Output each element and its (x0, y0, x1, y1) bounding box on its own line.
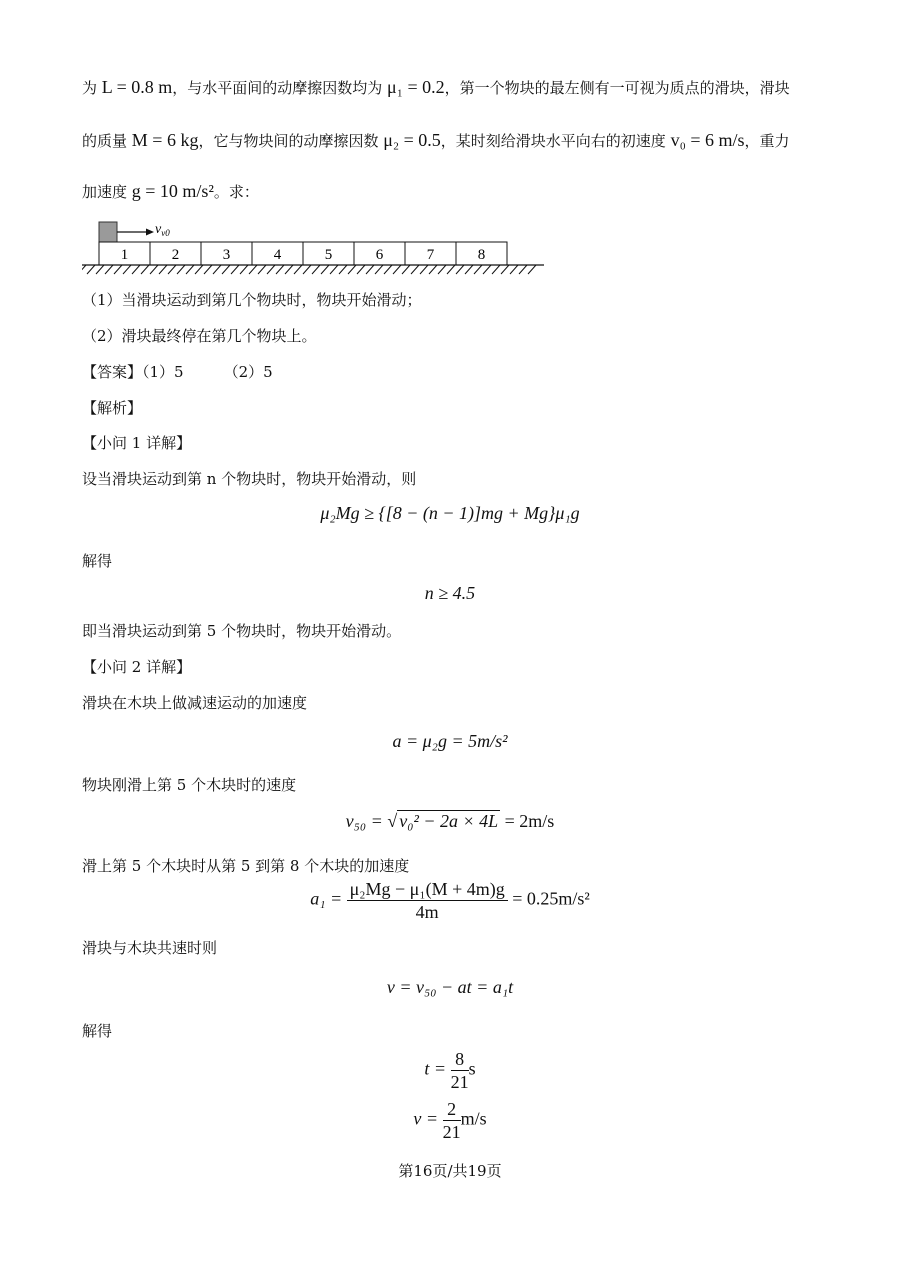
equation-7-fraction: $\frac{8}{21}$ (450, 1049, 469, 1092)
mass-M: M = 6 kg (131, 130, 199, 150)
part2-text-b: 物块刚滑上第 5 个木块时的速度 (82, 776, 297, 794)
hatch-mark (195, 265, 203, 274)
hatch-mark (159, 265, 167, 274)
hatch-mark (375, 265, 383, 274)
hatch-mark (519, 265, 527, 274)
equation-8-fraction: $\frac{2}{21}$ (442, 1099, 461, 1142)
hatch-mark (141, 265, 149, 274)
analysis-tag: 【解析】 (82, 399, 143, 417)
hatch-mark (384, 265, 392, 274)
hatch-mark (168, 265, 176, 274)
hatch-mark (510, 265, 518, 274)
hatch-mark (204, 265, 212, 274)
hatch-mark (303, 265, 311, 274)
ground-hatching (82, 265, 536, 274)
block-label-5: 5 (324, 247, 333, 263)
hatch-mark (501, 265, 509, 274)
part2-text-a: 滑块在木块上做减速运动的加速度 (82, 694, 308, 712)
intro-line-1: 为 L = 0.8 m，与水平面间的动摩擦因数均为 μ₁ = 0.2，第一个物块的最左侧有一可视为质点的滑块，滑块 (82, 77, 790, 97)
hatch-mark (411, 265, 419, 274)
hatch-mark (240, 265, 248, 274)
part1-conclusion: 即当滑块运动到第 5 个物块时，物块开始滑动。 (82, 622, 402, 640)
hatch-mark (231, 265, 239, 274)
answer-line (82, 361, 273, 383)
hatch-mark (105, 265, 113, 274)
page-footer: 第16页/共19页 (398, 1162, 502, 1180)
hatch-mark (474, 265, 482, 274)
hatch-mark (267, 265, 275, 274)
equation-4: v₅₀ = √ v₀² − 2a × 4L = 2m/s (345, 811, 555, 831)
hatch-mark (150, 265, 158, 274)
hatch-mark (393, 265, 401, 274)
hatch-mark (258, 265, 266, 274)
solve-label-1: 解得 (82, 552, 113, 570)
length-L: L = 0.8 m (101, 77, 173, 97)
answer-1: （1）5 (142, 363, 184, 381)
part1-heading: 【小问 1 详解】 (82, 434, 192, 452)
hatch-mark (483, 265, 491, 274)
equation-6: v = v₅₀ − at = a₁t (386, 977, 514, 997)
hatch-mark (132, 265, 140, 274)
hatch-mark (222, 265, 230, 274)
block-label-4: 4 (273, 247, 282, 263)
hatch-mark (330, 265, 338, 274)
solve-label-2: 解得 (82, 1022, 113, 1040)
block-label-1: 1 (120, 247, 129, 263)
hatch-mark (123, 265, 131, 274)
hatch-mark (357, 265, 365, 274)
equation-5-fraction: $\frac{\text{μ₂Mg − μ₁(M + 4m)g}}{4m}$ (347, 878, 508, 923)
velocity-arrow-head (146, 229, 154, 236)
hatch-mark (285, 265, 293, 274)
answer-2: （2）5 (223, 363, 273, 381)
mu1-value: μ₁ = 0.2 (387, 77, 445, 97)
block-label-2: 2 (171, 247, 180, 263)
hatch-mark (276, 265, 284, 274)
hatch-mark (465, 265, 473, 274)
question-1: （1）当滑块运动到第几个物块时，物块开始滑动； (82, 291, 422, 309)
hatch-mark (249, 265, 257, 274)
part2-text-d: 滑块与木块共速时则 (82, 939, 218, 957)
sqrt-sign: √ (387, 811, 398, 831)
equation-7: t = $\frac{8}{21}$ s (424, 1049, 476, 1092)
hatch-mark (114, 265, 122, 274)
intro-line-3: 加速度 g = 10 m/s²。求： (82, 181, 259, 201)
hatch-mark (321, 265, 329, 274)
part1-intro: 设当滑块运动到第 n 个物块时，物块开始滑动，则 (82, 470, 417, 488)
hatch-mark (429, 265, 437, 274)
hatch-mark (528, 265, 536, 274)
intro-line-2: 的质量 M = 6 kg，它与物块间的动摩擦因数 μ₂ = 0.5，某时刻给滑块水平向右的初速度 v₀ = 6 m/s，重力 (82, 130, 790, 150)
part2-text-c: 滑上第 5 个木块时从第 5 到第 8 个木块的加速度 (82, 857, 410, 875)
gravity-g: g = 10 m/s² (131, 181, 214, 201)
hatch-mark (87, 265, 95, 274)
block-label-8: 8 (477, 247, 486, 263)
block-label-7: 7 (426, 247, 435, 263)
mu2-value: μ₂ = 0.5 (383, 130, 441, 150)
velocity-label: $v_{v0}$ (155, 222, 170, 238)
hatch-mark (447, 265, 455, 274)
hatch-mark (294, 265, 302, 274)
blocks-row (99, 242, 507, 265)
question-2: （2）滑块最终停在第几个物块上。 (82, 327, 317, 345)
hatch-mark (456, 265, 464, 274)
equation-3: a = μ₂g = 5m/s² (392, 731, 508, 751)
equation-5: a₁ = $\frac{\text{μ₂Mg − μ₁(M + 4m)g}}{4m}$ = 0.25m/s² (310, 879, 590, 922)
hatch-mark (420, 265, 428, 274)
hatch-mark (402, 265, 410, 274)
block-label-6: 6 (375, 247, 384, 263)
block-label-3: 3 (222, 247, 231, 263)
hatch-mark (492, 265, 500, 274)
slider-block (99, 222, 117, 242)
equation-2: n ≥ 4.5 (424, 583, 476, 603)
hatch-mark (177, 265, 185, 274)
hatch-mark (312, 265, 320, 274)
equation-8: v = $\frac{2}{21}$ m/s (413, 1099, 487, 1142)
hatch-mark (213, 265, 221, 274)
hatch-mark (366, 265, 374, 274)
sqrt-content: v₀² − 2a × 4L (399, 811, 499, 831)
v0-value: v₀ = 6 m/s (670, 130, 745, 150)
hatch-mark (82, 265, 86, 274)
equation-1: μ₂Mg ≥ {[8 − (n − 1)]mg + Mg}μ₁g (320, 503, 580, 523)
part2-heading: 【小问 2 详解】 (82, 658, 192, 676)
hatch-mark (348, 265, 356, 274)
hatch-mark (96, 265, 104, 274)
hatch-mark (438, 265, 446, 274)
hatch-mark (339, 265, 347, 274)
hatch-mark (186, 265, 194, 274)
answer-tag: 【答案】 (82, 363, 143, 381)
blocks-figure (82, 214, 552, 278)
